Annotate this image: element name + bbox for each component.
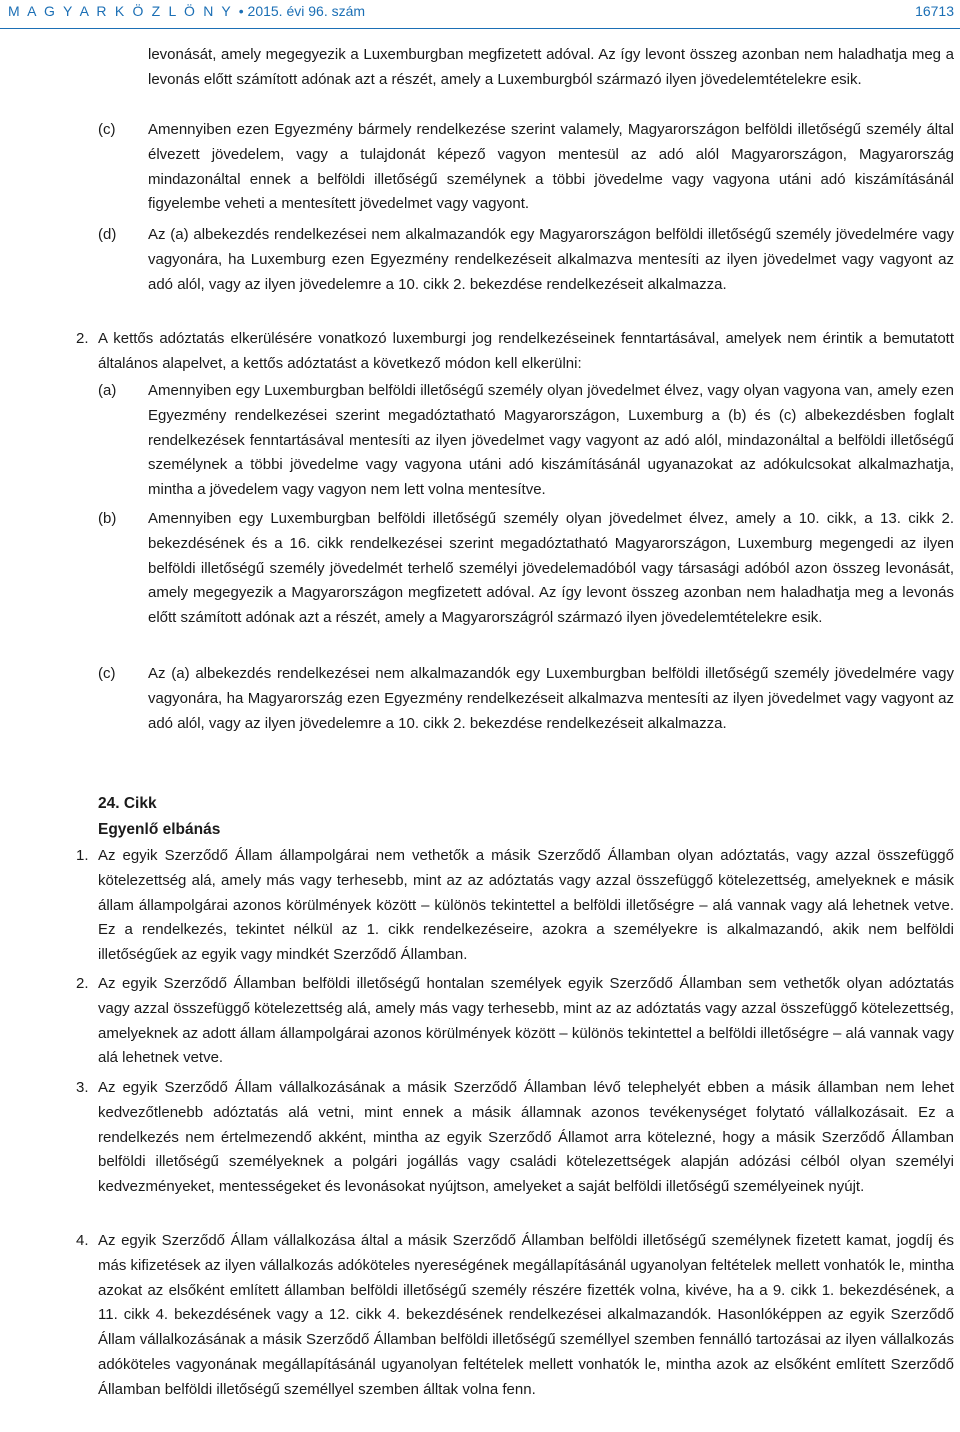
paragraph-1d: Az (a) albekezdés rendelkezései nem alkalmazandók egy Magyarországon belföldi illetőségű személy jövedelmére vagy vagyonára, ha Luxemburg ezen Egyezmény rendelkezéseit alkalmazva mentesíti az ilyen jövedelmet vagy vagyont az adó alól, vagy az ilyen jövedelemre a 10. cikk 2. bekezdése rendelkezéseit alkalmazza. — [148, 226, 954, 293]
article-label-4: 4. — [76, 1232, 89, 1249]
item-label-2c: (c) — [98, 665, 116, 682]
article-paragraph-2: Az egyik Szerződő Államban belföldi illetőségű hontalan személyek egyik Szerződő Államban sem vethetők olyan adóztatás vagy azzal összefüggő kötelezettség alá, amely más vagy terhesebb, mint az az adóztatás vagy azzal összefüggő kötelezettség, amelyeknek az adott állam állampolgárai azonos körülmények között – különös tekintettel a belföldi illetőségre – alá vannak vagy alá lehetnek vetve. — [98, 975, 954, 1067]
journal-title-line — [8, 3, 365, 19]
article-paragraph-4: Az egyik Szerződő Állam vállalkozása által a másik Szerződő Államban belföldi illetőségű személynek fizetett kamat, jogdíj és más kifizetések az ilyen vállalkozás adóköteles nyereségének megállapításánál ugyanolyan feltételek mellett vonhatók le, mintha azokat az elsőként említett államban belföldi illetőségű személy részére fizették volna, kivéve, ha a 9. cikk 1. bekezdésének, a 11. cikk 4. bekezdésének vagy a 12. cikk 4. bekezdésének rendelkezései alkalmazandók. Hasonlóképpen az egyik Szerződő Állam vállalkozásának a másik Szerződő Államban belföldi illetőségű személlyel szemben fennálló tartozásai az ilyen vállalkozás adóköteles vagyonának megállapításánál ugyanolyan feltételek mellett vonhatók le, mintha azok az elsőként említett Szerződő Államban belföldi illetőségű személlyel szemben álltak volna fenn. — [98, 1232, 954, 1398]
issue-number: 2015. évi 96. szám — [247, 3, 366, 19]
item-label-2b: (b) — [98, 510, 117, 527]
article-paragraph-1: Az egyik Szerződő Állam állampolgárai nem vethetők a másik Szerződő Államban olyan adóztatás, vagy azzal összefüggő kötelezettség alá, amely más vagy terhesebb, mint az az adóztatás vagy azzal összefüggő kötelezettség, amelyeknek e másik állam állampolgárai azonos körülmények között – különös tekintettel a belföldi illetőségre – alá vannak vagy alá lehetnek vetve. Ez a rendelkezés, tekintet nélkül az 1. cikk rendelkezéseire, azokra a személyekre is alkalmazandó, akik nem belföldi illetőségűek az egyik vagy mindkét Szerződő Államban. — [98, 847, 954, 964]
paragraph-1c: Amennyiben ezen Egyezmény bármely rendelkezése szerint valamely, Magyarországon belföldi illetőségű személy által élvezett jövedelem, vagy a tulajdonát képező vagyon mentesül az adó alól Magyarországon, Magyarország mindazonáltal ennek a belföldi illetőségű személynek a többi jövedelme vagy vagyona utáni adó kiszámításánál figyelembe veheti a mentesített jövedelmet vagy vagyont. — [148, 121, 954, 213]
article-label-3: 3. — [76, 1079, 89, 1096]
item-label-1d: (d) — [98, 226, 117, 243]
article-paragraph-3: Az egyik Szerződő Állam vállalkozásának a másik Szerződő Államban lévő telephelyét ebben a másik államban nem lehet kedvezőtlenebb adóztatás alá vetni, mint ennek a másik államnak azonos tevékenységet folytató vállalkozásait. Ez a rendelkezés nem értelmezendő akként, mintha az egyik Szerződő Államot arra kötelezné, hogy a másik Szerződő Államban belföldi illetőségű személyeknek a polgári jogállás vagy családi kötelezettségek alapján adózási célból olyan személyi kedvezményeket, mentességeket és levonásokat nyújtson, amelyeket a saját belföldi illetőségű személyeinek nyújt. — [98, 1079, 954, 1196]
article-number: 24. Cikk — [98, 795, 157, 812]
page-number: 16713 — [915, 3, 954, 19]
article-title: Egyenlő elbánás — [98, 821, 221, 838]
section-2-intro: A kettős adóztatás elkerülésére vonatkozó luxemburgi jog rendelkezéseinek fenntartásával, amelyek nem érintik a bemutatott általános alapelvet, a kettős adóztatást a következő módon kell elkerülni: — [98, 330, 954, 372]
paragraph-2b: Amennyiben egy Luxemburgban belföldi illetőségű személy olyan jövedelmet élvez, amely a 10. cikk, a 13. cikk 2. bekezdésének és a 16. cikk rendelkezései szerint megadóztatható Magyarországon, Luxemburg megengedi az ilyen belföldi illetőségű személy jövedelmét terhelő személyi jövedelemadóból vagy társasági adóból azon összeg levonását, amely megegyezik a Magyarországon megfizetett adóval. Az így levont összeg azonban nem haladhatja meg a levonás előtt számított adónak azt a részét, amely a Magyarországról származó ilyen jövedelemtételekre esik. — [148, 510, 954, 627]
paragraph-2c: Az (a) albekezdés rendelkezései nem alkalmazandók egy Luxemburgban belföldi illetőségű személy jövedelmére vagy vagyonára, ha Magyarország ezen Egyezmény rendelkezéseit alkalmazva mentesíti az ilyen jövedelmet vagy vagyont az adó alól, vagy az ilyen jövedelemre a 10. cikk 2. bekezdése rendelkezéseit alkalmazza. — [148, 665, 954, 732]
paragraph-2a: Amennyiben egy Luxemburgban belföldi illetőségű személy olyan jövedelmet élvez, vagy olyan vagyona van, amely ezen Egyezmény rendelkezései szerint megadóztatható Magyarországon, Luxemburg a (b) és (c) albekezdésben foglalt rendelkezések fenntartásával mentesíti az ilyen jövedelmet vagy vagyont az adó alól, mindazonáltal a belföldi illetőségű személynek a többi jövedelme vagy vagyona utáni adó kiszámításánál ugyanazokat az adókulcsokat alkalmazhatja, mintha a jövedelem vagy vagyon nem lett volna mentesítve. — [148, 382, 954, 499]
article-label-2: 2. — [76, 975, 89, 992]
article-label-1: 1. — [76, 847, 89, 864]
item-label-2a: (a) — [98, 382, 117, 399]
title-bullet: • — [238, 3, 244, 19]
item-label-1c: (c) — [98, 121, 116, 138]
paragraph-1b-continuation: levonását, amely megegyezik a Luxemburgban megfizetett adóval. Az így levont összeg azonban nem haladhatja meg a levonás előtt számított adónak azt a részét, amely a Luxemburgból származó ilyen jövedelemtételekre esik. — [148, 46, 954, 88]
page-header — [0, 0, 960, 29]
journal-title: M A G Y A R K Ö Z L Ö N Y — [8, 3, 233, 19]
section-label-2: 2. — [76, 330, 89, 347]
